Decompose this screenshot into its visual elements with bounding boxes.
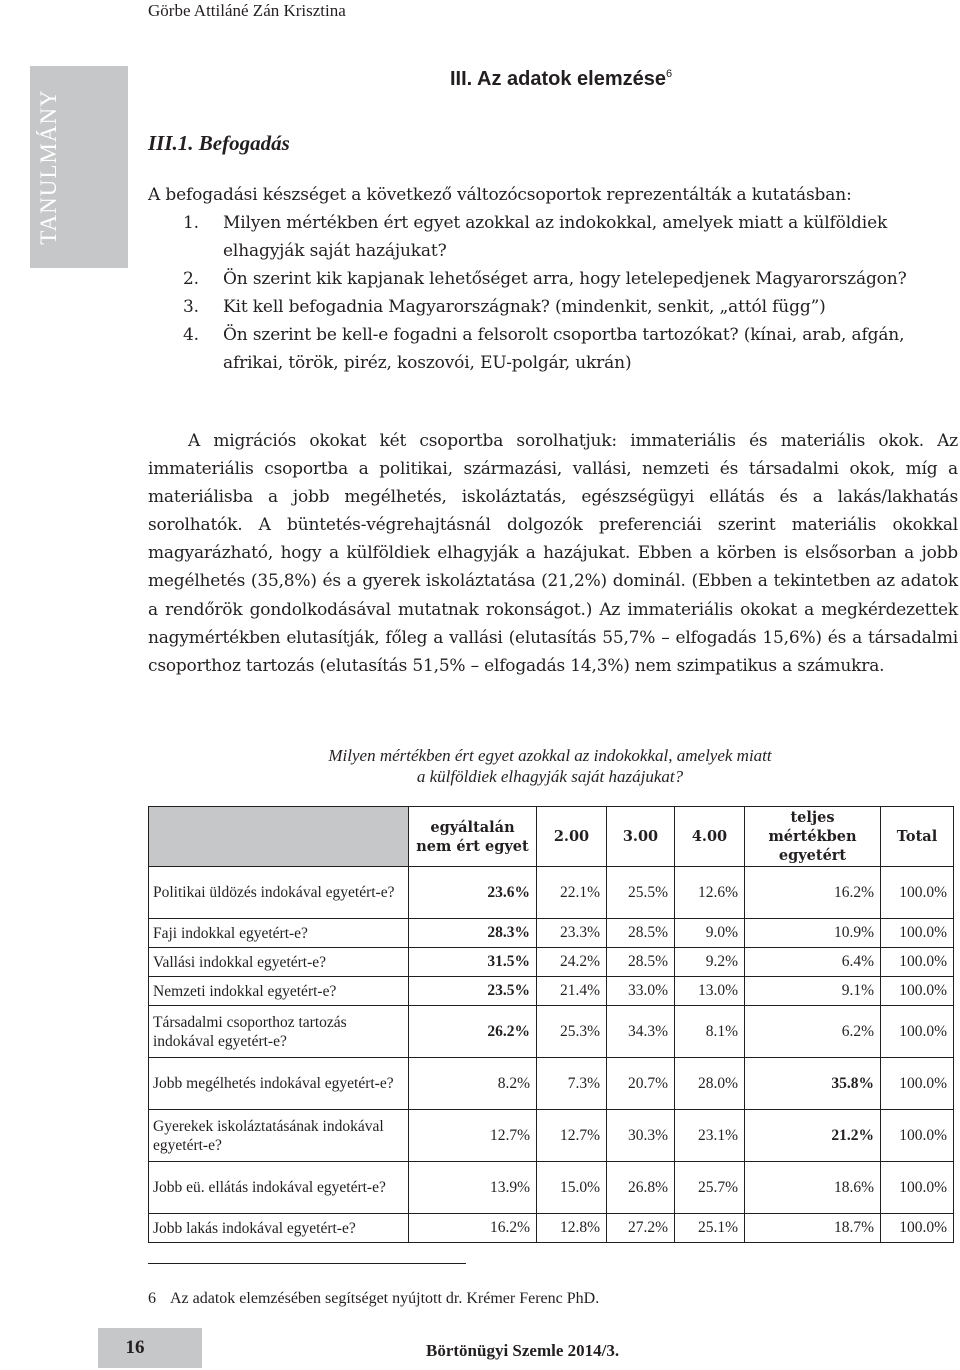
table-cell: 23.5% <box>409 977 537 1006</box>
table-caption-line: Milyen mértékben ért egyet azokkal az indokokkal, amelyek miatt <box>328 746 772 765</box>
table-cell: 100.0% <box>881 1110 954 1162</box>
table-cell: 25.1% <box>675 1214 745 1243</box>
table-cell: 23.6% <box>409 867 537 919</box>
list-item <box>183 265 958 293</box>
table-cell: 100.0% <box>881 977 954 1006</box>
footnote-ref[interactable]: 6 <box>666 68 673 80</box>
table-row <box>149 1006 954 1058</box>
table-cell: 27.2% <box>607 1214 675 1243</box>
table-row <box>149 1058 954 1110</box>
table-cell: 13.0% <box>675 977 745 1006</box>
table-row-label: Gyerekek iskoláztatásának indokával egyetért-e? <box>149 1110 409 1162</box>
table-cell: 31.5% <box>409 948 537 977</box>
table-cell: 12.6% <box>675 867 745 919</box>
table-cell: 100.0% <box>881 1162 954 1214</box>
table-cell: 34.3% <box>607 1006 675 1058</box>
table-header-cell: 2.00 <box>537 807 607 867</box>
table-cell: 25.7% <box>675 1162 745 1214</box>
table-row-label: Társadalmi csoporthoz tartozás indokával egyetért-e? <box>149 1006 409 1058</box>
body-paragraph: A migrációs okokat két csoportba sorolhatjuk: immateriális és materiális okok. Az immateriális csoportba a politikai, származási, vallási, nemzeti és társadalmi okok, míg a materiálisba a jobb megélhetés, iskoláztatás, egészségügyi ellátás és a lakás/lakhatás sorolhatók. A büntetés-végrehajtásnál dolgozók preferenciái szerint materiális okokkal magyarázható, hogy a külföldiek elhagyják a hazájukat. Ebben a körben is elsősorban a jobb megélhetés (35,8%) és a gyerek iskoláztatása (21,2%) dominál. (Ebben a tekintetben az adatok a rendőrök gondolkodásával mutatnak rokonságot.) Az immateriális okokat a megkérdezettek nagymértékben elutasítják, főleg a vallási (elutasítás 55,7% – elfogadás 15,6%) és a társadalmi csoporthoz tartozás (elutasítás 51,5% – elfogadás 14,3%) nem szimpatikus a számukra. <box>148 431 958 676</box>
table-cell: 100.0% <box>881 1058 954 1110</box>
table-row <box>149 977 954 1006</box>
table-header-cell: Total <box>881 807 954 867</box>
table-cell: 21.4% <box>537 977 607 1006</box>
table-cell: 9.0% <box>675 919 745 948</box>
table-cell: 9.1% <box>745 977 881 1006</box>
table-cell: 21.2% <box>745 1110 881 1162</box>
table-cell: 100.0% <box>881 1006 954 1058</box>
subsection-title: III.1. Befogadás <box>148 131 290 155</box>
page-number: 16 <box>125 1337 145 1358</box>
footnote-number: 6 <box>148 1290 156 1307</box>
list-item <box>183 209 958 265</box>
table-row <box>149 1214 954 1243</box>
table-cell: 25.5% <box>607 867 675 919</box>
question-list <box>183 209 958 377</box>
table-cell: 35.8% <box>745 1058 881 1110</box>
table-cell: 26.8% <box>607 1162 675 1214</box>
table-cell: 12.7% <box>409 1110 537 1162</box>
table-cell: 28.0% <box>675 1058 745 1110</box>
list-item-number: 1. <box>183 213 199 233</box>
section-title-text: III. Az adatok elemzése <box>450 68 667 90</box>
table-caption-line: a külföldiek elhagyják saját hazájukat? <box>416 767 684 786</box>
table-row-label: Faji indokkal egyetért-e? <box>149 919 409 948</box>
table-cell: 10.9% <box>745 919 881 948</box>
table-header-cell: 4.00 <box>675 807 745 867</box>
table-cell: 28.5% <box>607 919 675 948</box>
table-cell: 15.0% <box>537 1162 607 1214</box>
list-item-text: Ön szerint kik kapjanak lehetőséget arra, hogy letelepedjenek Magyarországon? <box>223 269 907 289</box>
table-header-blank <box>149 807 409 867</box>
side-tab-label: TANULMÁNY <box>36 89 61 245</box>
table-row-label: Jobb eü. ellátás indokával egyetért-e? <box>149 1162 409 1214</box>
table-row <box>149 1162 954 1214</box>
table-cell: 24.2% <box>537 948 607 977</box>
data-table <box>148 806 954 1243</box>
table-row-label: Politikai üldözés indokával egyetért-e? <box>149 867 409 919</box>
table-cell: 28.5% <box>607 948 675 977</box>
section-title <box>450 62 672 91</box>
footnote <box>148 1289 599 1309</box>
footnote-divider <box>148 1263 466 1264</box>
table-row <box>149 919 954 948</box>
table-cell: 33.0% <box>607 977 675 1006</box>
table-row-label: Jobb lakás indokával egyetért-e? <box>149 1214 409 1243</box>
table-cell: 16.2% <box>745 867 881 919</box>
journal-title: Börtönügyi Szemle 2014/3. <box>426 1341 620 1360</box>
table-cell: 23.1% <box>675 1110 745 1162</box>
table-cell: 12.7% <box>537 1110 607 1162</box>
table-row-label: Jobb megélhetés indokával egyetért-e? <box>149 1058 409 1110</box>
table-header-cell: 3.00 <box>607 807 675 867</box>
table-cell: 100.0% <box>881 1214 954 1243</box>
list-item <box>183 293 958 321</box>
table-header-row <box>149 807 954 867</box>
table-cell: 18.7% <box>745 1214 881 1243</box>
table-cell: 6.4% <box>745 948 881 977</box>
table-row <box>149 867 954 919</box>
table-row <box>149 948 954 977</box>
list-item-text: Ön szerint be kell-e fogadni a felsorolt csoportba tartozókat? (kínai, arab, afgán, afrikai, török, piréz, koszovói, EU-polgár, ukrán) <box>223 325 905 373</box>
table-cell: 25.3% <box>537 1006 607 1058</box>
table-header-cell: egyáltalán nem ért egyet <box>409 807 537 867</box>
table-cell: 20.7% <box>607 1058 675 1110</box>
table-body <box>149 867 954 1243</box>
table-cell: 100.0% <box>881 919 954 948</box>
list-item-number: 4. <box>183 325 199 345</box>
table-row-label: Vallási indokkal egyetért-e? <box>149 948 409 977</box>
table-row <box>149 1110 954 1162</box>
list-item-number: 3. <box>183 297 199 317</box>
table-cell: 8.2% <box>409 1058 537 1110</box>
table-header-cell: teljes mértékben egyetért <box>745 807 881 867</box>
list-item-text: Kit kell befogadnia Magyarországnak? (mindenkit, senkit, „attól függ”) <box>223 297 826 317</box>
table-cell: 16.2% <box>409 1214 537 1243</box>
table-cell: 28.3% <box>409 919 537 948</box>
table-cell: 9.2% <box>675 948 745 977</box>
table-cell: 22.1% <box>537 867 607 919</box>
footnote-text: Az adatok elemzésében segítséget nyújtott dr. Krémer Ferenc PhD. <box>170 1290 600 1307</box>
list-item-number: 2. <box>183 269 199 289</box>
table-cell: 30.3% <box>607 1110 675 1162</box>
table-cell: 13.9% <box>409 1162 537 1214</box>
table-cell: 23.3% <box>537 919 607 948</box>
list-item <box>183 321 958 377</box>
table-cell: 7.3% <box>537 1058 607 1110</box>
list-item-text: Milyen mértékben ért egyet azokkal az indokokkal, amelyek miatt a külföldiek elhagyják saját hazájukat? <box>223 213 888 261</box>
table-cell: 8.1% <box>675 1006 745 1058</box>
table-cell: 100.0% <box>881 867 954 919</box>
table-cell: 26.2% <box>409 1006 537 1058</box>
table-cell: 12.8% <box>537 1214 607 1243</box>
table-row-label: Nemzeti indokkal egyetért-e? <box>149 977 409 1006</box>
intro-paragraph: A befogadási készséget a következő változócsoportok reprezentálták a kutatásban: <box>148 185 852 205</box>
table-caption <box>200 745 900 787</box>
table-cell: 18.6% <box>745 1162 881 1214</box>
running-head: Görbe Attiláné Zán Krisztina <box>148 1 346 20</box>
table-cell: 100.0% <box>881 948 954 977</box>
table-cell: 6.2% <box>745 1006 881 1058</box>
